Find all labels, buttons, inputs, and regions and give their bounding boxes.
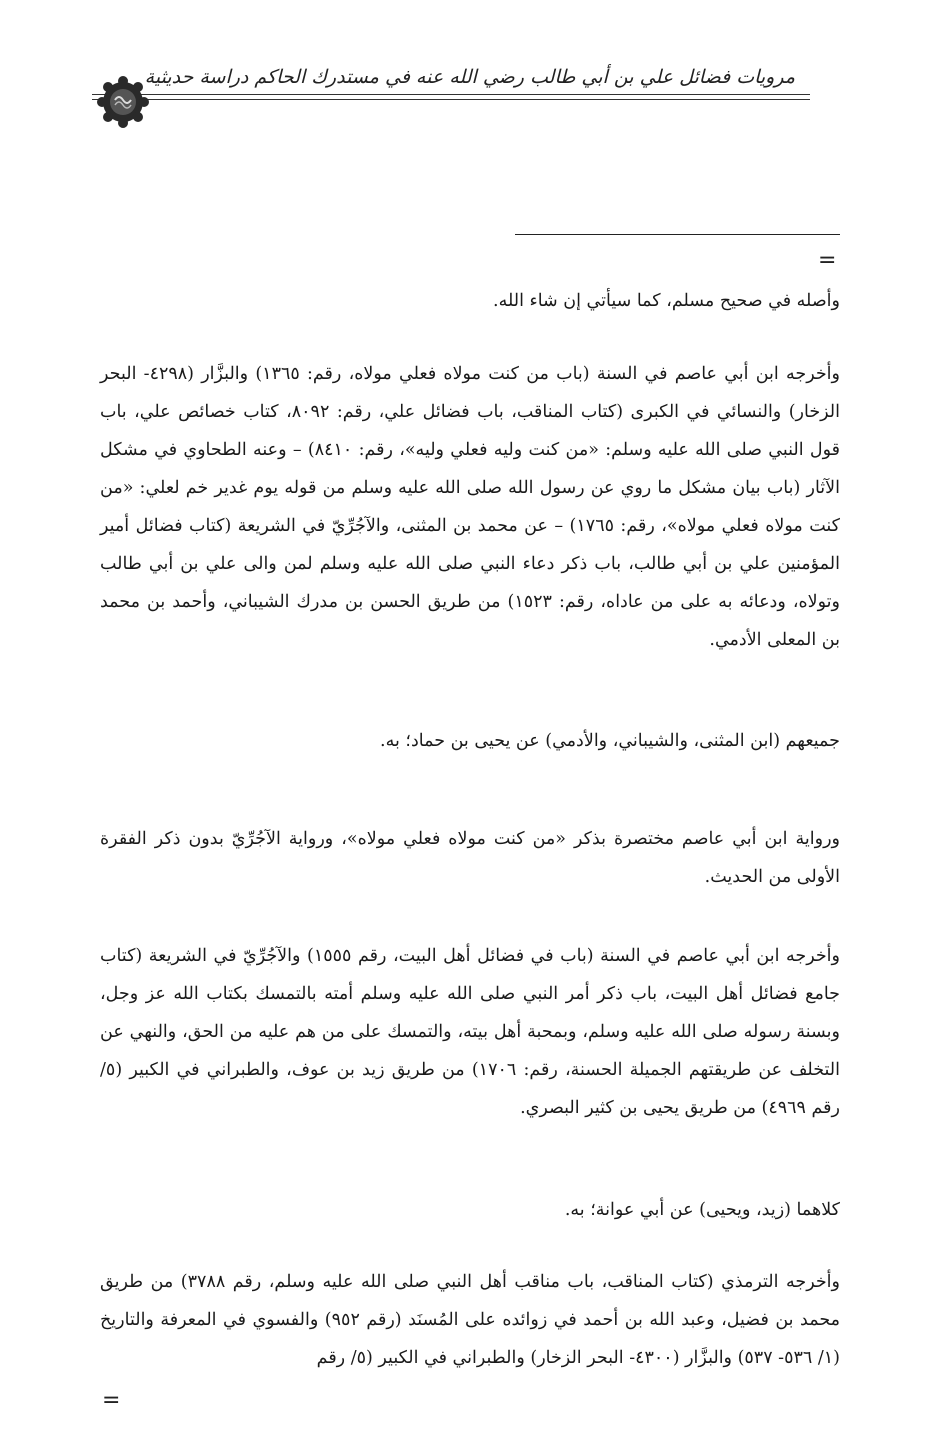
ornate-page-number-emblem-icon (95, 74, 151, 130)
footnote-paragraph-7: وأخرجه الترمذي (كتاب المناقب، باب مناقب أهل النبي صلى الله عليه وسلم، رقم ٣٧٨٨) من طريق محمد بن فضيل، وعبد الله بن أحمد في زوائده على المُسنَد (رقم ٩٥٢) والفسوي في المعرفة والتاريخ (١/ ٥٣٦- ٥٣٧) والبزَّار (٤٣٠٠- البحر الزخار) والطبراني في الكبير (٥/ رقم (100, 1272, 840, 1368)
footnote-separator (515, 234, 840, 235)
page-header (0, 0, 940, 130)
footnote-paragraph-6: كلاهما (زيد، ويحيى) عن أبي عوانة؛ به. (564, 1200, 840, 1220)
footnote-paragraph-4: ورواية ابن أبي عاصم مختصرة بذكر «من كنت مولاه فعلي مولاه»، ورواية الآجُرِّيّ بدون ذكر الفقرة الأولى من الحديث. (100, 829, 840, 887)
header-rule (92, 94, 810, 95)
continuation-mark-top: = (818, 248, 837, 273)
running-header-title: مرويات فضائل علي بن أبي طالب رضي الله عنه في مستدرك الحاكم دراسة حديثية (144, 66, 795, 88)
footnote-paragraph-5: وأخرجه ابن أبي عاصم في السنة (باب في فضائل أهل البيت، رقم ١٥٥٥) والآجُرِّيّ في الشريعة (كتاب جامع فضائل أهل البيت، باب ذكر أمر النبي صلى الله عليه وسلم أمته بالتمسك بكتاب الله عز وجل، وبسنة رسوله صلى الله عليه وسلم، وبمحبة أهل بيته، والتمسك على من هم عليه من الحق، والنهي عن التخلف عن طريقتهم الجميلة الحسنة، رقم: ١٧٠٦) من طريق زيد بن عوف، والطبراني في الكبير (٥/ رقم ٤٩٦٩) من طريق يحيى بن كثير البصري. (100, 946, 840, 1118)
footnote-paragraph-1: وأصله في صحيح مسلم، كما سيأتي إن شاء الله. (493, 291, 840, 311)
footnote-paragraph-2: وأخرجه ابن أبي عاصم في السنة (باب من كنت مولاه فعلي مولاه، رقم: ١٣٦٥) والبزَّار (٤٢٩٨- البحر الزخار) والنسائي في الكبرى (كتاب المناقب، باب فضائل علي، رقم: ٨٠٩٢، كتاب خصائص علي، باب قول النبي صلى الله عليه وسلم: «من كنت وليه فعلي وليه»، رقم: ٨٤١٠) – وعنه الطحاوي في مشكل الآثار (باب بيان مشكل ما روي عن رسول الله صلى الله عليه وسلم من قوله يوم غدير خم لعلي: «من كنت مولاه فعلي مولاه»، رقم: ١٧٦٥) – عن محمد بن المثنى، والآجُرِّيّ في الشريعة (كتاب فضائل أمير المؤمنين علي بن أبي طالب، باب ذكر دعاء النبي صلى الله عليه وسلم لمن والى علي بن أبي طالب وتولاه، ودعائه به على من عاداه، رقم: ١٥٢٣) من طريق الحسن بن مدرك الشيباني، وأحمد بن محمد بن المعلى الأدمي. (100, 364, 841, 650)
header-rule-secondary (92, 99, 810, 100)
footnote-paragraph-3: جميعهم (ابن المثنى، والشيباني، والأدمي) عن يحيى بن حماد؛ به. (380, 731, 840, 751)
continuation-mark-bottom: = (102, 1388, 121, 1413)
